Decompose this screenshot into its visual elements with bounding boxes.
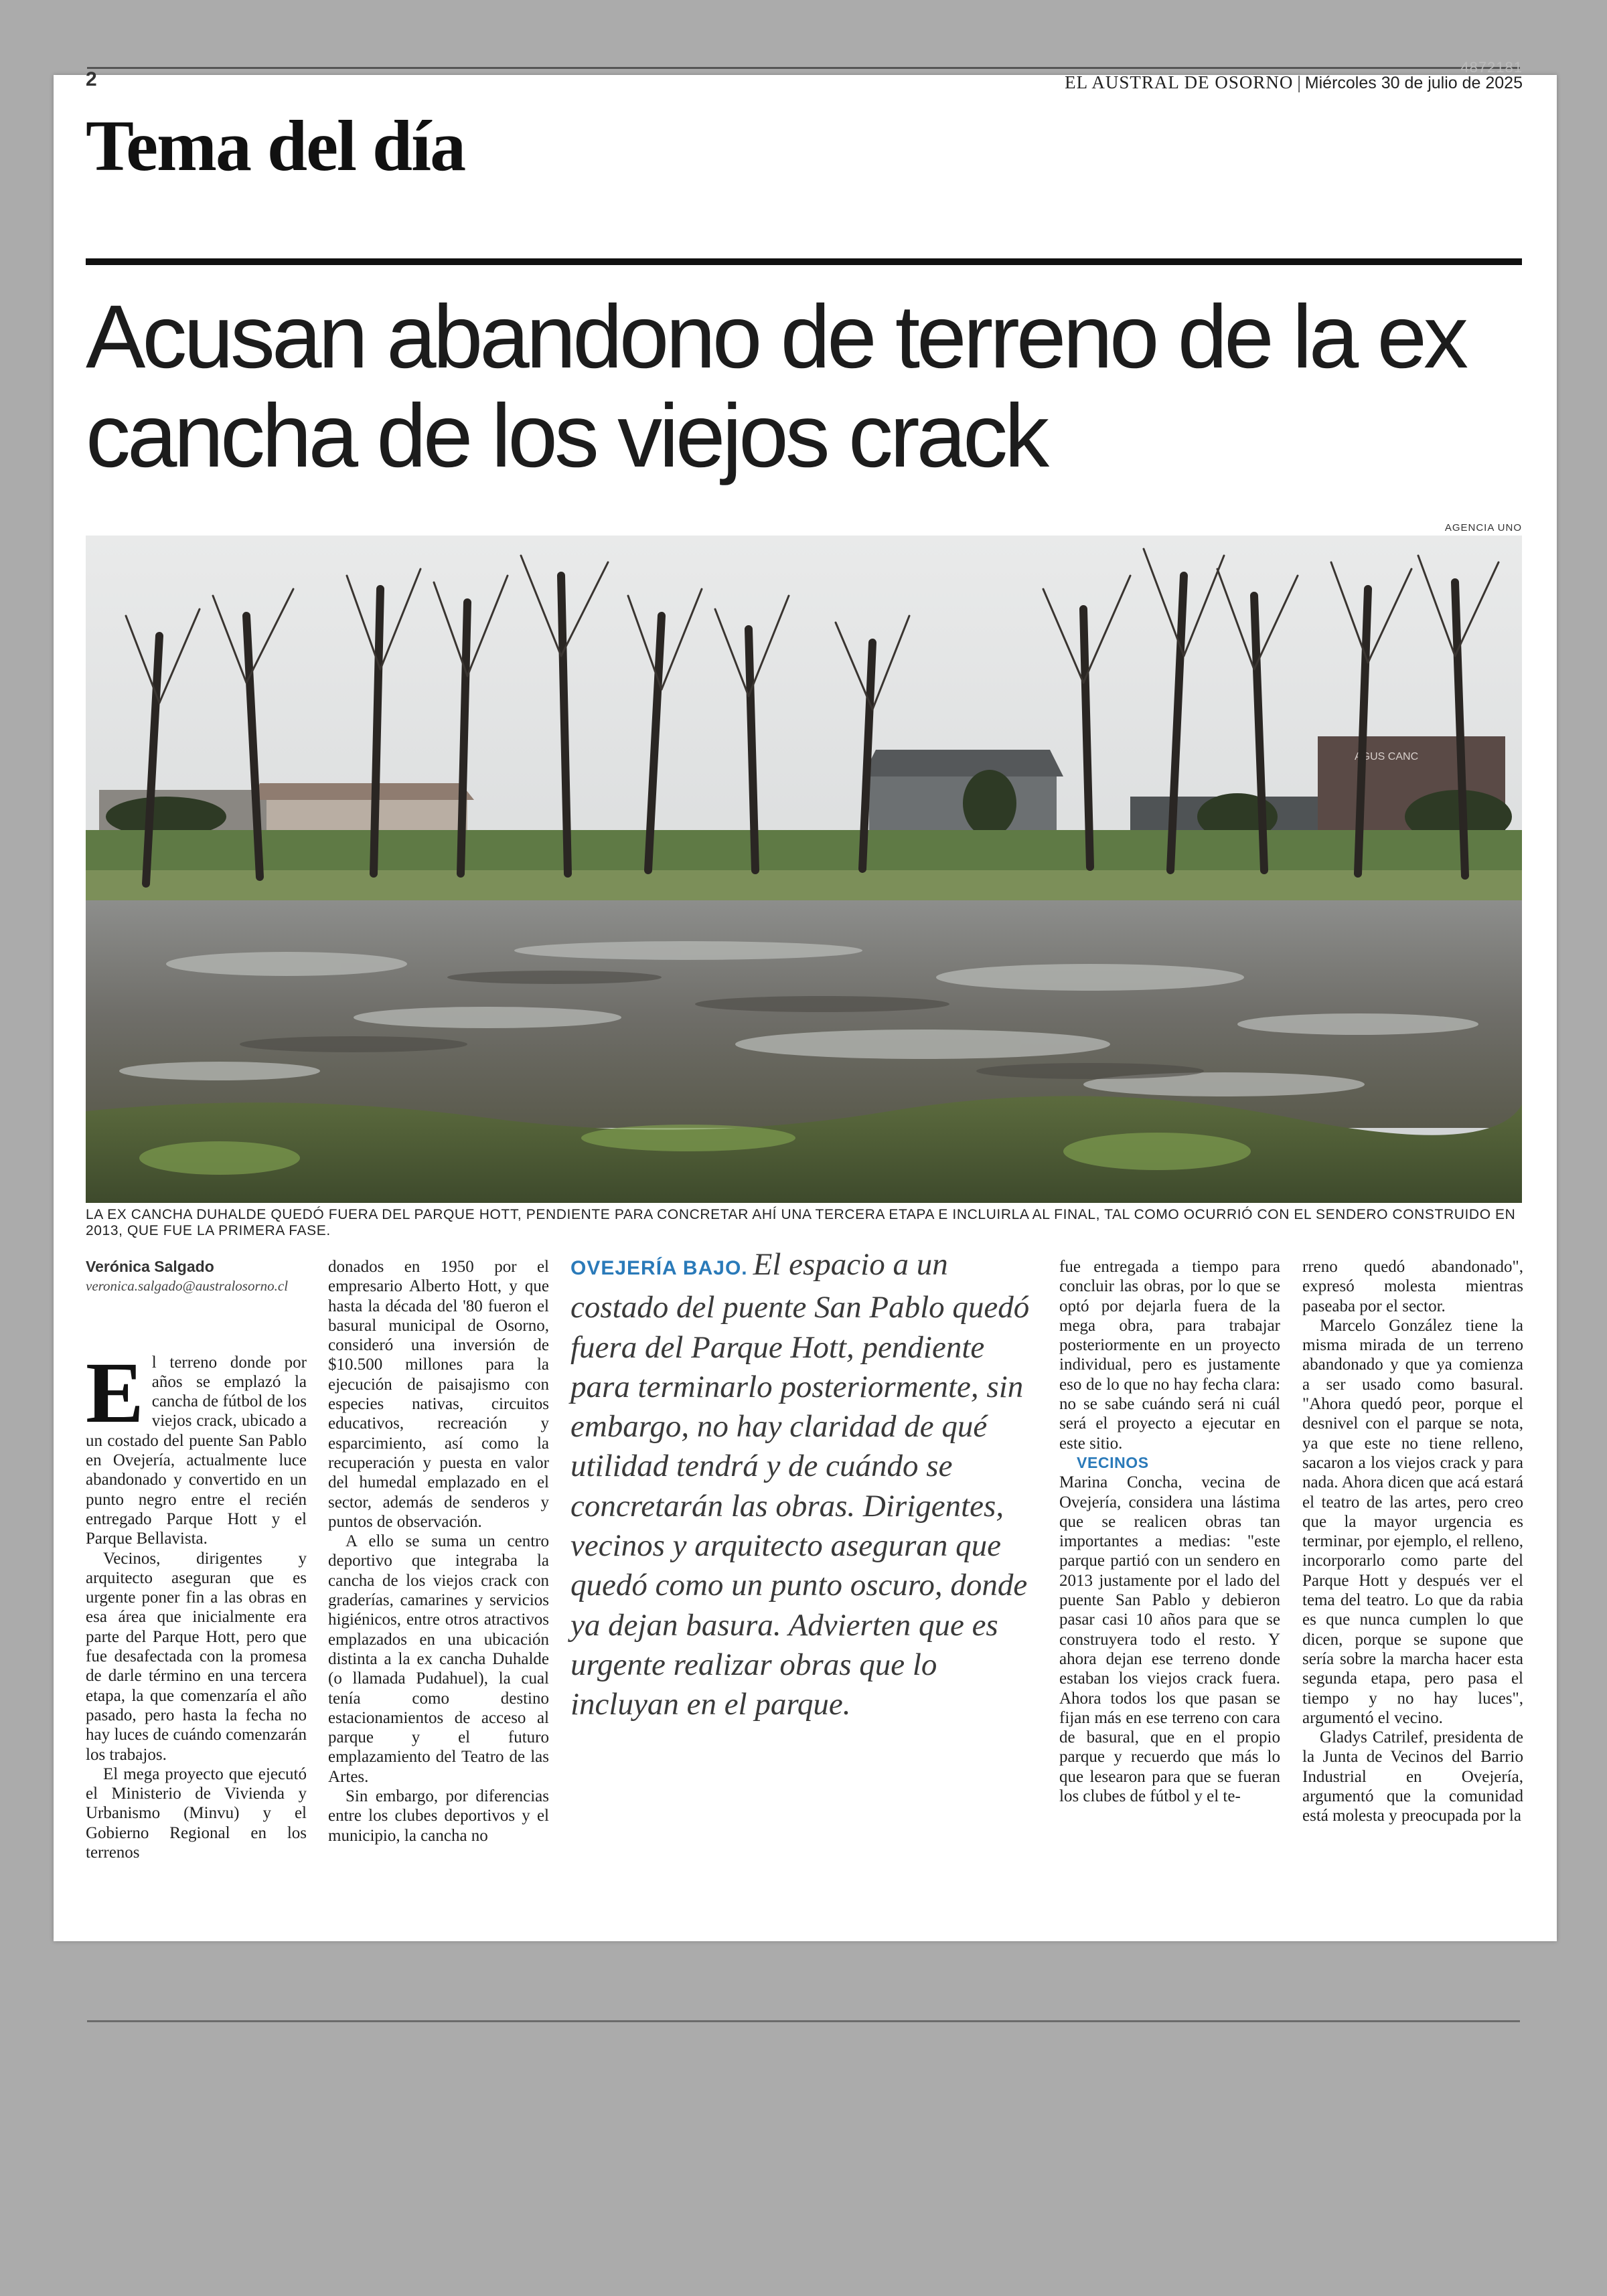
body-paragraph: A ello se suma un centro deportivo que integraba la cancha de los viejos crack con graderías, camarines y servicios higiénicos, entre otros atractivos emplazados en una ubicación distinta a la ex cancha Duhalde (o llamada Pudahuel), la cual tenía como destino estacionamientos de acceso al parque y el futuro emplazamiento del Teatro de las Artes. <box>328 1532 549 1786</box>
subhead-vecinos: VECINOS <box>1077 1453 1149 1471</box>
section-title: Tema del día <box>86 106 465 186</box>
body-column-4 <box>1059 1257 1280 1806</box>
building-sign-text: AGUS CANC <box>1355 751 1419 762</box>
body-paragraph: Marcelo González tiene la misma mirada de un terreno abandonado y que ya comienza a ser usado como basural. "Ahora quedó peor, porque el desnivel con el parque se nota, ya que este no tiene relleno, sacaron a los viejos crack y para nada. Ahora dicen que acá estará el teatro de las artes, pero creo que la mayor urgencia es terminar, por ejemplo, el relleno, incorporarlo como parte del Parque Hott y después ver el tema del teatro. Lo que da rabia es que nunca cumplen lo que dicen, porque se supone que sería sobre la marcha hacer esta segunda etapa, pero pasa el tiempo y no hay luces", argumentó el vecino. <box>1302 1316 1523 1727</box>
body-paragraph <box>86 1344 307 1549</box>
body-paragraph: Vecinos, dirigentes y arquitecto aseguran que es urgente poner fin a las obras en esa área que inicialmente era parte del Parque Hott, pero que fue desafectada con la promesa de darle término en una tercera etapa, la que comenzaría el año pasado, pero hasta la fecha no hay luces de cuándo comenzarán los trabajos. <box>86 1549 307 1764</box>
headline: Acusan abandono de terreno de la ex cancha de los viejos crack <box>86 287 1466 486</box>
body-paragraph: rreno quedó abandonado", expresó molesta mientras paseaba por el sector. <box>1302 1258 1523 1315</box>
article-photo <box>86 536 1522 1203</box>
masthead-separator: | <box>1297 72 1301 92</box>
body-paragraph: Marina Concha, vecina de Ovejería, considera una lástima que se realicen obras tan importantes a medias: "este parque partió con un sendero en 2013 justamente por el lado del puente San Pablo y debieron pasar casi 10 años para que se construyera todo el resto. Y ahora dejan ese terreno donde estaban los viejos crack fuera. Ahora todos los que pasan se fijan más en ese terreno con cara de basural, que en el propio parque y recuerdo que más lo que lesearon para que se fueran los clubes de fútbol y el te- <box>1059 1473 1280 1806</box>
top-rule <box>87 67 1520 69</box>
paragraph-text: l terreno donde por años se emplazó la cancha de fútbol de los viejos crack, ubicado a un costado del puente San Pablo en Ovejería, actualmente luce abandonado y convertido en un punto negro entre el recién entregado Parque Hott y el Parque Bellavista. <box>86 1353 307 1548</box>
body-paragraph: Gladys Catrilef, presidenta de la Junta de Vecinos del Barrio Industrial en Ovejería, argumentó que la comunidad está molesta y preocupada por la <box>1302 1728 1523 1825</box>
author-email: veronica.salgado@australosorno.cl <box>86 1278 289 1295</box>
body-paragraph: Sin embargo, por diferencias entre los clubes deportivos y el municipio, la cancha no <box>328 1787 549 1845</box>
page-number: 2 <box>86 68 97 90</box>
body-paragraph: donados en 1950 por el empresario Alberto Hott, y que hasta la década del '80 fueron el basural municipal de Osorno, consideró una inversión de $10.500 millones para la ejecución de paisajismo con especies nativas, circuitos educativos, recreación y esparcimiento, así como la recuperación y puesta en valor del humedal emplazado en el sector, además de senderos y puntos de observación. <box>328 1258 549 1531</box>
paper-name: EL AUSTRAL DE OSORNO <box>1065 72 1294 92</box>
issue-date: Miércoles 30 de julio de 2025 <box>1304 74 1523 92</box>
author-name: Verónica Salgado <box>86 1258 214 1275</box>
page-code: 4872181 <box>1460 59 1523 76</box>
body-column-5 <box>1302 1257 1523 1826</box>
masthead <box>1065 72 1523 93</box>
bottom-rule <box>87 2020 1520 2022</box>
lead-paragraph <box>570 1245 1039 1725</box>
body-column-2 <box>328 1257 549 1846</box>
lead-text: El espacio a un costado del puente San Pablo quedó fuera del Parque Hott, pendiente para terminarlo posteriormente, sin embargo, no hay claridad de qué utilidad tendrá y de cuándo se concretarán las obras. Dirigentes, vecinos y arquitecto aseguran que quedó como un punto oscuro, donde ya dejan basura. Advierten que es urgente realizar obras que lo incluyan en el parque. <box>570 1247 1030 1722</box>
photo-credit: AGENCIA UNO <box>1444 522 1522 534</box>
field-photo-illustration <box>86 536 1522 1203</box>
section-rule <box>86 258 1522 265</box>
body-paragraph: El mega proyecto que ejecutó el Ministerio de Vivienda y Urbanismo (Minvu) y el Gobierno Regional en los terrenos <box>86 1765 307 1862</box>
drop-cap: E <box>86 1344 144 1441</box>
photo-caption: LA EX CANCHA DUHALDE QUEDÓ FUERA DEL PARQUE HOTT, PENDIENTE PARA CONCRETAR AHÍ UNA TERCERA ETAPA E INCLUIRLA AL FINAL, TAL COMO OCURRIÓ CON EL SENDERO CONSTRUIDO EN 2013, QUE FUE LA PRIMERA FASE. <box>86 1207 1516 1238</box>
lead-tag: OVEJERÍA BAJO. <box>570 1257 748 1279</box>
body-paragraph: fue entregada a tiempo para concluir las obras, por lo que se optó por dejarla fuera de la mega obra, para trabajar posteriormente en un proyecto individual, pero es justamente eso de lo que no hay fecha clara: no se sabe cuándo será ni cuál será el proyecto a ejecutar en este sitio. <box>1059 1258 1280 1453</box>
body-column-1 <box>86 1257 307 1862</box>
